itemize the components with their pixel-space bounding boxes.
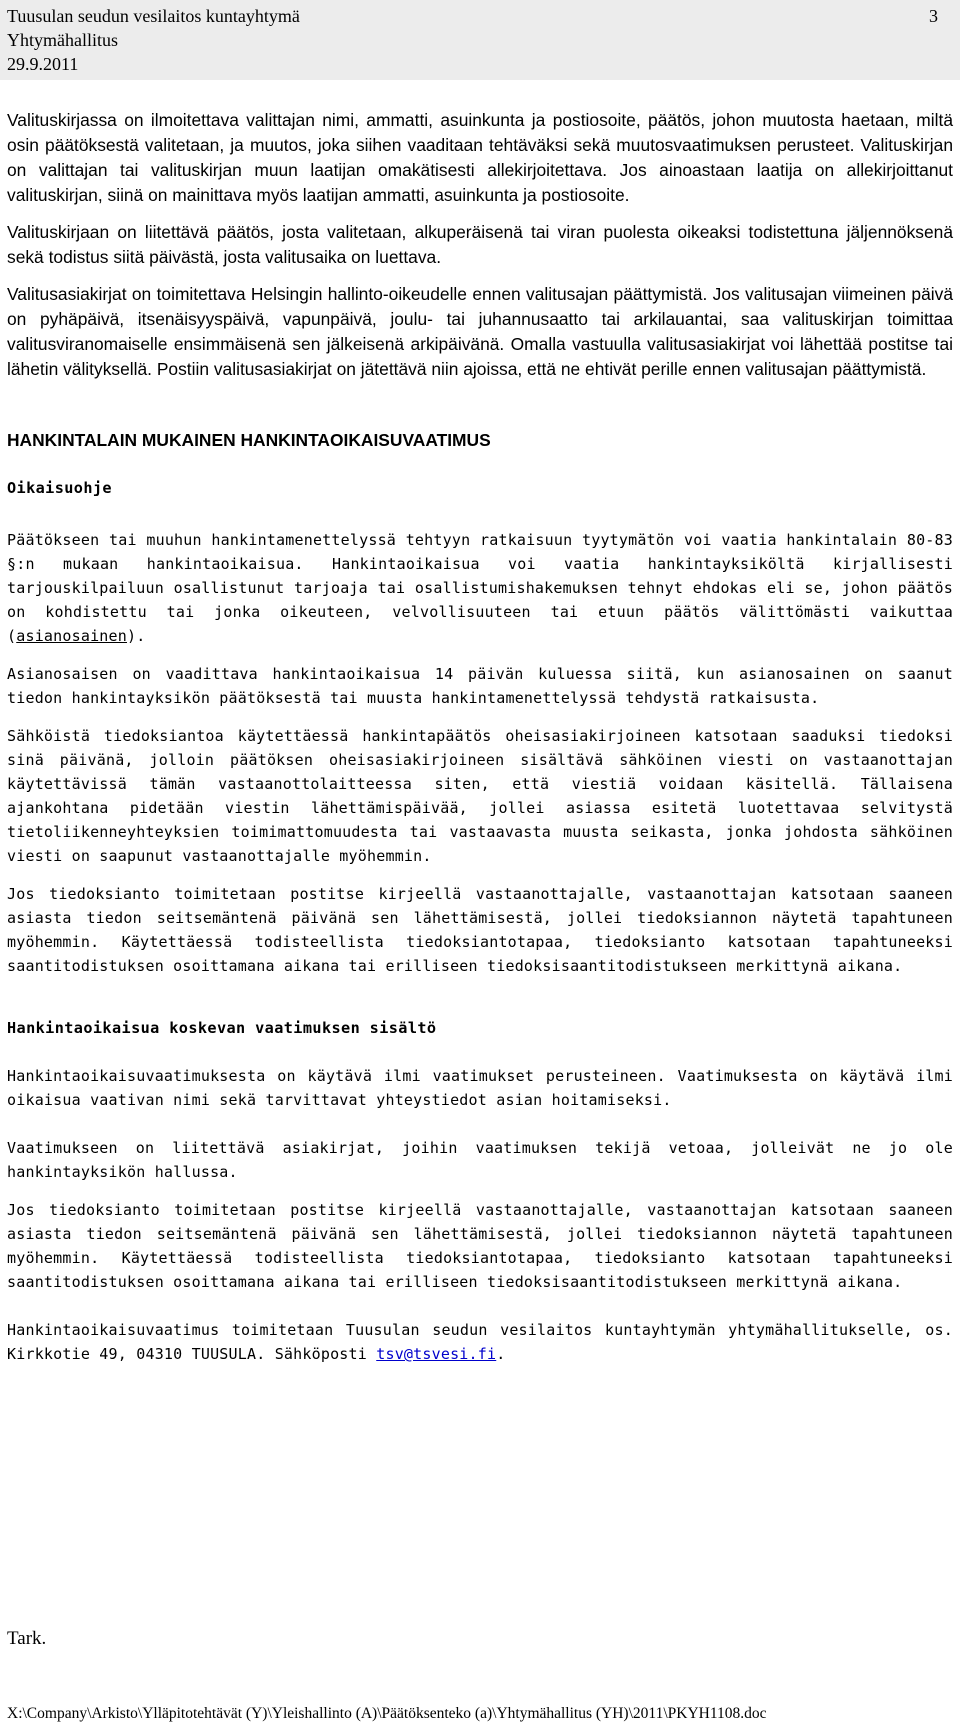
tark-label: Tark.	[7, 1628, 47, 1649]
procurement-paragraph-4: Jos tiedoksianto toimitetaan postitse kirjeellä vastaanottajalle, vastaanottajan katsotaan saaneen asiasta tiedon seitsemäntenä päivänä sen lähettämisestä, jollei tiedoksiannon näytetä tapahtuneen myöhemmin. Käytettäessä todisteellista tiedoksiantotapaa, tiedoksianto katsotaan tapahtuneeksi saantitodistuksen osoittamana aikana tai erilliseen tiedoksisaantitodistukseen merkittynä aikana.	[7, 885, 953, 975]
appeal-content-paragraph: Valituskirjassa on ilmoitettava valittajan nimi, ammatti, asuinkunta ja postiosoite, päätös, johon muutosta haetaan, miltä osin päätöksestä valitetaan, ja muutos, joka siihen vaaditaan tehtäväksi sekä muutosvaatimuksen perusteet. Valituskirjan on valittajan tai valituskirjan muun laatijan omakätisesti allekirjoitettava. Jos ainoastaan laatija on allekirjoittanut valituskirjan, siinä on mainittava myös laatijan ammatti, asuinkunta ja postiosoite.	[7, 110, 953, 205]
claim-paragraph-3: Jos tiedoksianto toimitetaan postitse kirjeellä vastaanottajalle, vastaanottajan katsotaan saaneen asiasta tiedon seitsemäntenä päivänä sen lähettämisestä, jollei tiedoksiannon näytetä tapahtuneen myöhemmin. Käytettäessä todisteellista tiedoksiantotapaa, tiedoksianto katsotaan tapahtuneeksi saantitodistuksen osoittamana aikana tai erilliseen tiedoksisaantitodistukseen merkittynä aikana.	[7, 1201, 953, 1291]
header-date: 29.9.2011	[7, 54, 79, 74]
header-organization: Tuusulan seudun vesilaitos kuntayhtymä	[7, 6, 300, 26]
page-header	[0, 0, 960, 80]
claim-p4-text: Hankintaoikaisuvaatimus toimitetaan Tuusulan seudun vesilaitos kuntayhtymän yhtymähallitukselle, os. Kirkkotie 49, 04310 TUUSULA. Sähköposti	[7, 1321, 953, 1363]
appeal-attachment-paragraph: Valituskirjaan on liitettävä päätös, josta valitetaan, alkuperäisenä tai viran puolesta oikeaksi todistettuna jäljennöksenä sekä todistus siitä päivästä, josta valitusaika on luettava.	[7, 222, 953, 267]
claim-p4-end: .	[496, 1345, 506, 1363]
email-link[interactable]: tsv@tsvesi.fi	[376, 1345, 497, 1363]
claim-paragraph-1: Hankintaoikaisuvaatimuksesta on käytävä ilmi vaatimukset perusteineen. Vaatimuksesta on käytävä ilmi oikaisua vaativan nimi sekä tarvittavat yhteystiedot asian hoitamiseksi.	[7, 1067, 953, 1109]
correction-instructions-heading: Oikaisuohje	[7, 479, 112, 497]
page-number: 3	[929, 6, 938, 26]
claim-paragraph-2: Vaatimukseen on liitettävä asiakirjat, joihin vaatimuksen tekijä vetoaa, jolleivät ne jo ole hankintayksikön hallussa.	[7, 1139, 953, 1181]
procurement-paragraph-3: Sähköistä tiedoksiantoa käytettäessä hankintapäätös oheisasiakirjoineen katsotaan saaduksi tiedoksi sinä päivänä, jolloin päätöksen oheisasiakirjoineen sisältävä sähköinen viesti on vastaanottajan käytettävissä tämän vastaanottolaitteessa siten, että viestiä voidaan käsitellä. Tällaisena ajankohtana pidetään viestin lähettämispäivää, jollei asiassa esitetä luotettavaa selvitystä tietoliikenneyhteyksien toimimattomuudesta tai vastaavasta muusta seikasta, jonka johdosta sähköinen viesti on saapunut vastaanottajalle myöhemmin.	[7, 727, 953, 865]
procurement-heading: HANKINTALAIN MUKAINEN HANKINTAOIKAISUVAATIMUS	[7, 430, 491, 450]
claim-paragraph-4	[7, 1318, 953, 1366]
footer-file-path: X:\Company\Arkisto\Ylläpitotehtävät (Y)\Yleishallinto (A)\Päätöksenteko (a)\Yhtymähallitus (YH)\2011\PKYH1108.doc	[7, 1705, 767, 1722]
document-body	[7, 108, 953, 1380]
asianosainen-link[interactable]: asianosainen	[16, 627, 128, 645]
header-body-name: Yhtymähallitus	[7, 30, 118, 50]
header-info	[7, 4, 300, 76]
procurement-paragraph-1	[7, 528, 953, 648]
procurement-p1-end: ).	[127, 627, 146, 645]
procurement-p1-text: Päätökseen tai muuhun hankintamenettelyssä tehtyyn ratkaisuun tyytymätön voi vaatia hankintalain 80-83 §:n mukaan hankintaoikaisua. Hankintaoikaisua voi vaatia hankintayksiköltä kirjallisesti tarjouskilpailuun osallistunut tarjoaja tai osallistumishakemuksen tehnyt ehdokas eli se, johon päätös on kohdistettu tai jonka oikeuteen, velvollisuuteen tai etuun päätös välittömästi vaikuttaa (	[7, 531, 953, 645]
appeal-delivery-paragraph: Valitusasiakirjat on toimitettava Helsingin hallinto-oikeudelle ennen valitusajan päättymistä. Jos valitusajan viimeinen päivä on pyhäpäivä, itsenäisyyspäivä, vapunpäivä, joulu- tai juhannusaatto tai arkilauantai, saa valituskirjan toimittaa valitusviranomaiselle ensimmäisenä sen jälkeisenä arkipäivänä. Omalla vastuulla valitusasiakirjat voi lähettää postitse tai lähetin välityksellä. Postiin valitusasiakirjat on jätettävä niin ajoissa, että ne ehtivät perille ennen valitusajan päättymistä.	[7, 284, 953, 379]
procurement-paragraph-2: Asianosaisen on vaadittava hankintaoikaisua 14 päivän kuluessa siitä, kun asianosainen on saanut tiedon hankintayksikön päätöksestä tai muusta hankintamenettelyssä tehdystä ratkaisusta.	[7, 665, 953, 707]
claim-content-heading: Hankintaoikaisua koskevan vaatimuksen sisältö	[7, 1019, 437, 1037]
